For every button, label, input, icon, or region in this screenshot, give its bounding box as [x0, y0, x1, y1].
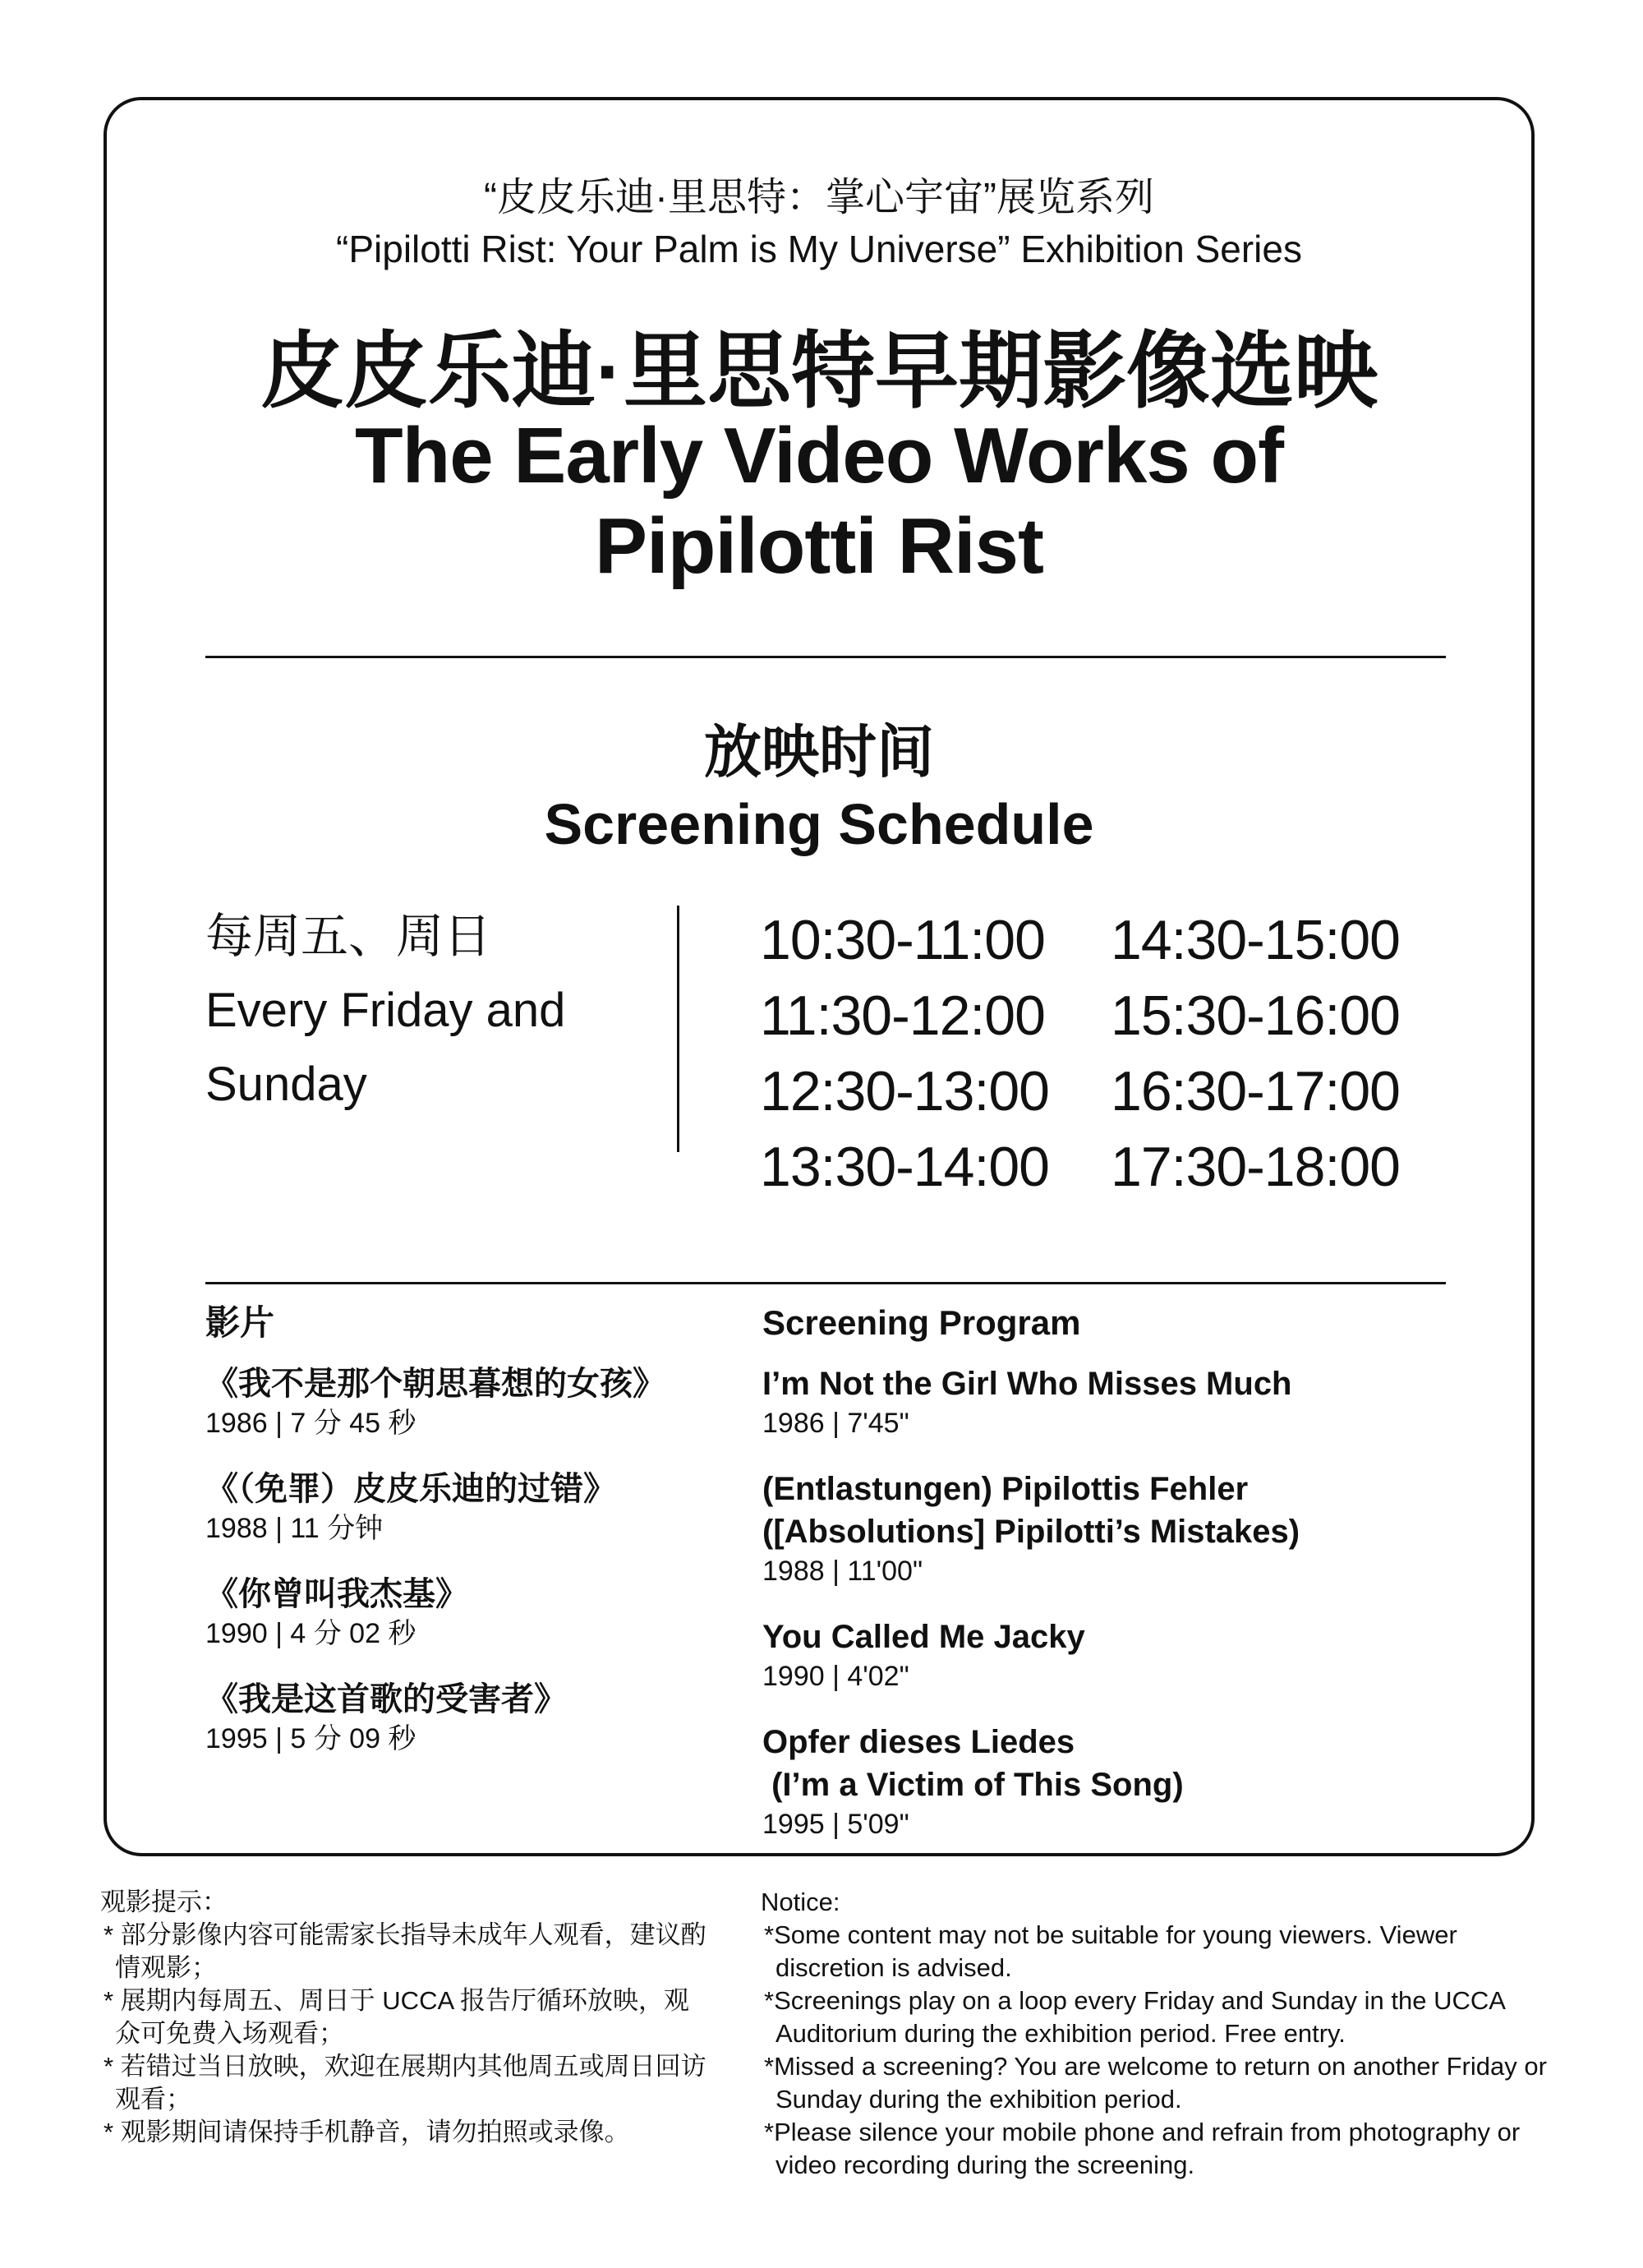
time-slots-column-1 [760, 902, 1049, 1205]
film-title-en: You Called Me Jacky [762, 1619, 1085, 1655]
program-heading-zh: 影片 [205, 1303, 275, 1342]
time-slot: 12:30-13:00 [760, 1060, 1049, 1122]
notice-item-en: *Missed a screening? You are welcome to return on another Friday or Sunday during the exhibition period. [764, 2052, 1547, 2114]
time-slot: 17:30-18:00 [1111, 1136, 1400, 1198]
screening-days-zh: 每周五、周日 [205, 910, 492, 963]
notice-en [761, 1886, 1549, 2182]
film-meta-zh: 1986 | 7 分 45 秒 [205, 1408, 417, 1439]
film-title-zh: 《（免罪）皮皮乐迪的过错》 [205, 1471, 616, 1507]
notice-zh [100, 1886, 708, 2149]
notice-item-en: *Some content may not be suitable for young viewers. Viewer discretion is advised. [764, 1920, 1457, 1982]
schedule-heading-zh: 放映时间 [704, 720, 934, 784]
screening-days-en-line2: Sunday [205, 1058, 367, 1111]
film-subtitle-en: ([Absolutions] Pipilotti’s Mistakes) [762, 1514, 1300, 1550]
film-title-en: Opfer dieses Liedes [762, 1724, 1075, 1760]
film-title-zh: 《我不是那个朝思暮想的女孩》 [205, 1366, 665, 1402]
divider-top [205, 656, 1446, 658]
series-title-zh: “皮皮乐迪·里思特：掌心宇宙”展览系列 [484, 176, 1154, 219]
page-title-en-line1: The Early Video Works of [354, 412, 1284, 500]
screening-days [205, 900, 665, 1122]
notice-item-zh: * 观影期间请保持手机静音，请勿拍照或录像。 [104, 2118, 630, 2146]
notice-item-zh: * 展期内每周五、周日于 UCCA 报告厅循环放映，观众可免费入场观看； [104, 1986, 690, 2048]
film-meta-en: 1990 | 4'02" [762, 1661, 909, 1692]
time-slot: 15:30-16:00 [1111, 984, 1400, 1047]
notice-item-zh: * 若错过当日放映，欢迎在展期内其他周五或周日回访观看； [104, 2052, 706, 2114]
program-heading-en: Screening Program [762, 1303, 1081, 1342]
film-meta-en: 1988 | 11'00" [762, 1556, 923, 1587]
schedule-heading-en: Screening Schedule [544, 792, 1094, 856]
film-title-zh: 《我是这首歌的受害者》 [205, 1681, 567, 1717]
film-meta-zh: 1995 | 5 分 09 秒 [205, 1723, 417, 1754]
film-meta-en: 1995 | 5'09" [762, 1809, 909, 1840]
notice-item-zh: * 部分影像内容可能需家长指导未成年人观看，建议酌情观影； [104, 1920, 706, 1982]
film-subtitle-en: (I’m a Victim of This Song) [762, 1767, 1184, 1803]
time-slots-column-2 [1111, 902, 1400, 1205]
series-title-en: “Pipilotti Rist: Your Palm is My Universe” Exhibition Series [336, 228, 1302, 270]
time-slot: 14:30-15:00 [1111, 909, 1400, 971]
time-slot: 16:30-17:00 [1111, 1060, 1400, 1122]
notice-item-en: *Please silence your mobile phone and refrain from photography or video recording during the screening. [764, 2118, 1521, 2179]
time-slot: 11:30-12:00 [760, 984, 1045, 1047]
page-title-en [104, 411, 1535, 592]
notice-item-en: *Screenings play on a loop every Friday and Sunday in the UCCA Auditorium during the exhibition period. Free entry. [764, 1986, 1505, 2048]
schedule-divider [677, 906, 679, 1152]
film-title-en: I’m Not the Girl Who Misses Much [762, 1366, 1292, 1402]
notice-heading-zh: 观影提示： [100, 1888, 228, 1916]
notice-heading-en: Notice: [761, 1888, 840, 1916]
film-title-en: (Entlastungen) Pipilottis Fehler [762, 1471, 1249, 1507]
program-list-zh [205, 1298, 739, 1783]
film-meta-zh: 1988 | 11 分钟 [205, 1513, 384, 1544]
program-list-en [762, 1298, 1485, 1869]
time-slot: 10:30-11:00 [760, 909, 1045, 971]
page-title-zh: 皮皮乐迪·里思特早期影像选映 [260, 325, 1378, 418]
film-title-zh: 《你曾叫我杰基》 [205, 1576, 468, 1612]
film-meta-en: 1986 | 7'45" [762, 1408, 909, 1439]
screening-days-en-line1: Every Friday and [205, 984, 566, 1037]
divider-middle [205, 1282, 1446, 1284]
film-meta-zh: 1990 | 4 分 02 秒 [205, 1618, 417, 1649]
page-title-en-line2: Pipilotti Rist [595, 502, 1043, 590]
time-slot: 13:30-14:00 [760, 1136, 1049, 1198]
